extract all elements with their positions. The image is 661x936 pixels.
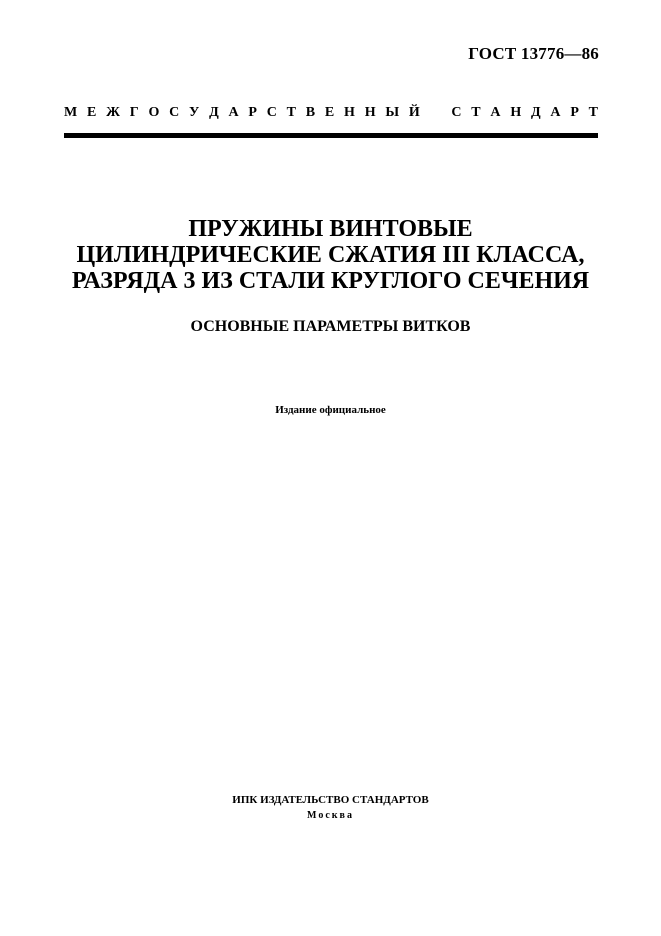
heading-letter: Ж bbox=[106, 105, 120, 120]
heading-letter: Г bbox=[129, 105, 139, 120]
heading-letter: А bbox=[550, 105, 561, 120]
heading-letter: Н bbox=[344, 105, 355, 120]
heading-letter: С bbox=[266, 105, 277, 120]
heading-letter: У bbox=[189, 105, 200, 120]
heading-letter: Р bbox=[248, 105, 257, 120]
header-rule bbox=[64, 133, 598, 138]
heading-letter: С bbox=[451, 105, 462, 120]
heading-letter: В bbox=[305, 105, 316, 120]
heading-letter: А bbox=[228, 105, 239, 120]
document-subtitle: ОСНОВНЫЕ ПАРАМЕТРЫ ВИТКОВ bbox=[190, 318, 471, 335]
heading-letter: Т bbox=[471, 105, 481, 120]
heading-letter: А bbox=[490, 105, 501, 120]
heading-letter: О bbox=[148, 105, 160, 120]
heading-letter: Н bbox=[364, 105, 376, 120]
edition-note: Издание официальное bbox=[275, 404, 386, 416]
heading-letter: Р bbox=[570, 105, 579, 120]
publisher-name: ИПК ИЗДАТЕЛЬСТВО СТАНДАРТОВ bbox=[232, 794, 429, 806]
publisher-city: Москва bbox=[307, 810, 354, 821]
heading-letter: Н bbox=[510, 105, 522, 120]
heading-letter: Е bbox=[87, 105, 97, 120]
title-line-3: РАЗРЯДА 3 ИЗ СТАЛИ КРУГЛОГО СЕЧЕНИЯ bbox=[71, 268, 590, 294]
interstate-standard-heading bbox=[64, 105, 598, 121]
title-line-1: ПРУЖИНЫ ВИНТОВЫЕ bbox=[188, 216, 473, 242]
title-line-2: ЦИЛИНДРИЧЕСКИЕ СЖАТИЯ III КЛАССА, bbox=[76, 242, 585, 268]
heading-letter: Т bbox=[588, 105, 598, 120]
heading-letter: Е bbox=[324, 105, 335, 120]
heading-letter: С bbox=[169, 105, 180, 120]
heading-letter: Ы bbox=[385, 105, 400, 120]
document-code: ГОСТ 13776—86 bbox=[468, 44, 599, 63]
heading-letter: Д bbox=[530, 105, 541, 120]
heading-letter: Й bbox=[408, 105, 420, 120]
heading-letter: Д bbox=[209, 105, 219, 120]
word-gap bbox=[430, 105, 442, 121]
heading-letter: М bbox=[64, 105, 78, 120]
document-title bbox=[40, 216, 621, 294]
heading-letter: Т bbox=[286, 105, 297, 120]
